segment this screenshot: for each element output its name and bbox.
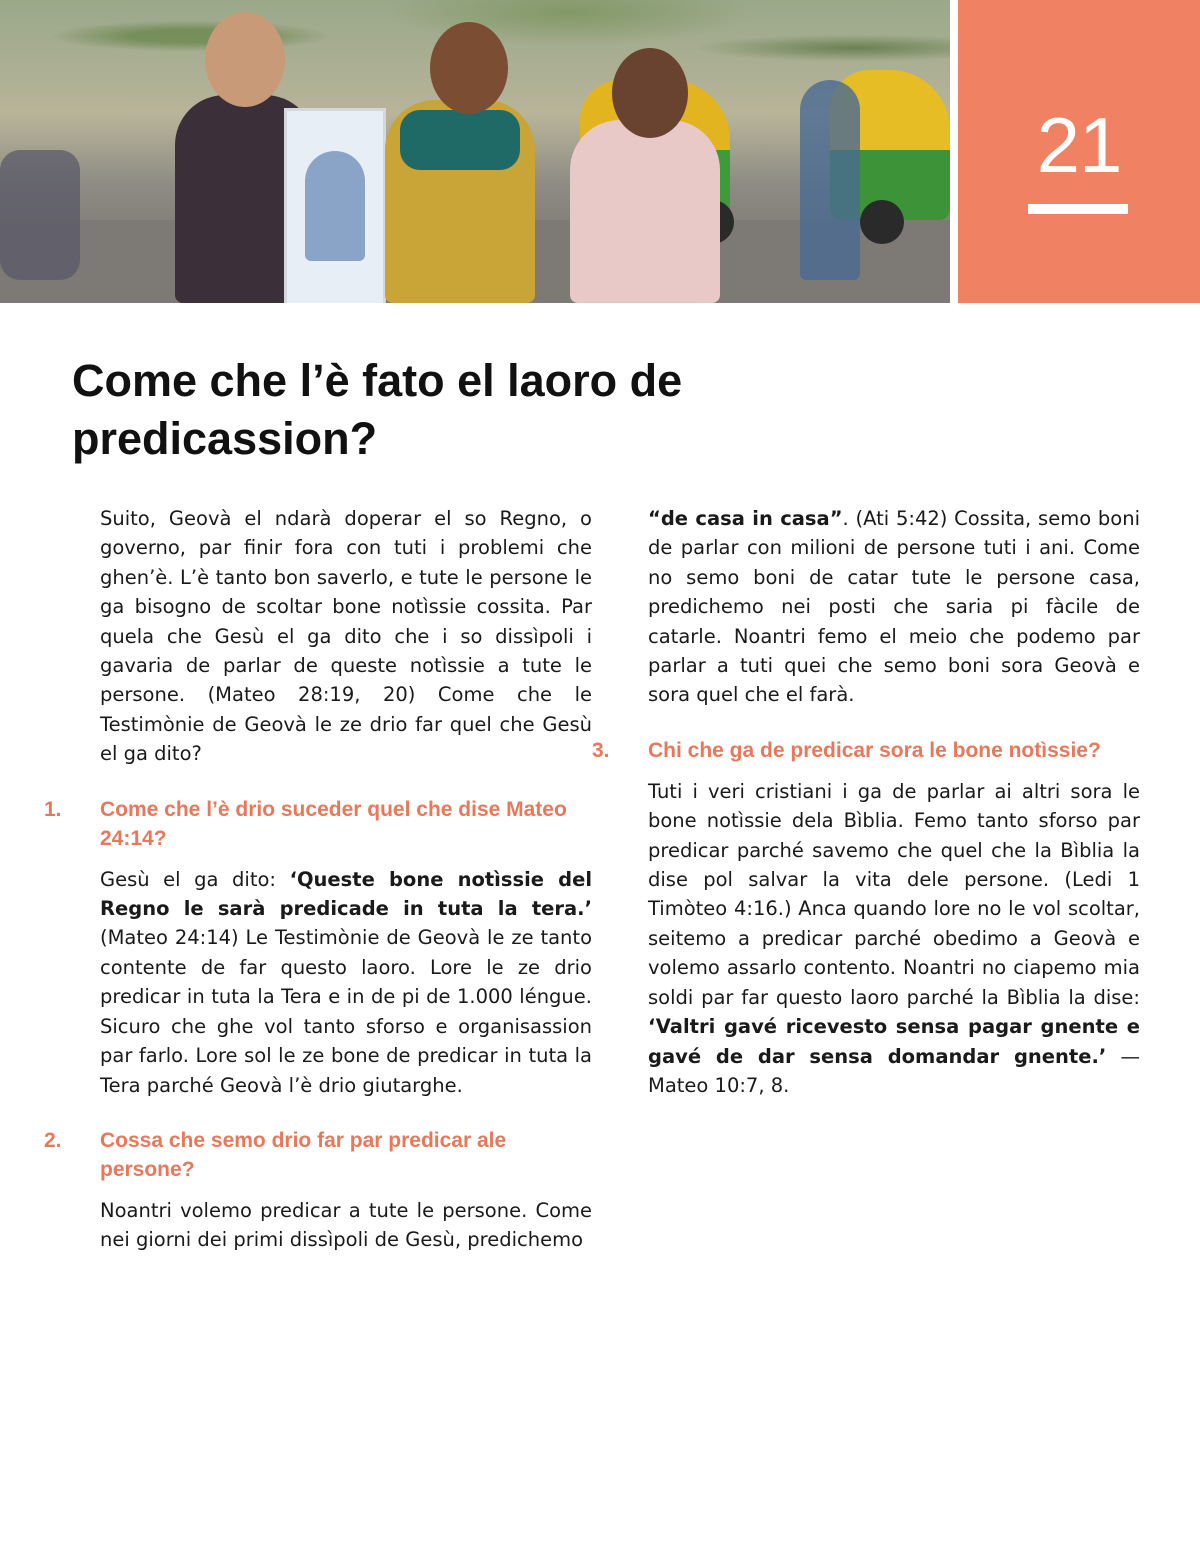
answer-3-text-before: Tuti i veri cristiani i ga de parlar ai altri sora le bone notìssie dela Bìblia. Femo tanto sforso par predicar parché savemo che quel che la Bìblia la dise pol salvar la vita dele persone. (Ledi 1 Timòteo 4:16.) Anca quando lore no le vol scoltar, seitemo a predicar parché obedimo a Geovà e volemo assarlo contento. Noantri no ciapemo mia soldi par far questo laoro parché la Bìblia la dise: [648, 779, 1140, 1009]
chapter-number: 21 [1036, 101, 1122, 189]
photo-woman-left-head [205, 12, 285, 107]
left-column [44, 504, 592, 1255]
page-title: Come che l’è fato el laoro de predicassion? [72, 355, 683, 464]
photo-woman-center-scarf [400, 110, 520, 170]
photo-man-right-body [570, 120, 720, 303]
right-column [592, 504, 1141, 1100]
answer-2-paragraph-start [100, 1196, 592, 1255]
answer-1-text-before: Gesù el ga dito: [100, 867, 290, 891]
answer-3-text-after: — Mateo 10:7, 8. [648, 1044, 1141, 1097]
answer-2-bold-quote: “de casa in casa” [648, 507, 843, 530]
answer-3-bold-quote: ‘Valtri gavé ricevesto sensa pagar gnente e gavé de dar sensa domandar gnente.’ [648, 1015, 1140, 1068]
answer-2-paragraph-continued [648, 504, 1140, 710]
answer-1-text-after: (Mateo 24:14) Le Testimònie de Geovà le ze tanto contente de far questo laoro. Lore le ze drio predicar in tuta la Tera e in de pi de 1.000 léngue. Sicuro che ghe vol tanto sforso e organisassion par farlo. Lore sol le ze bone de predicar in tuta la Tera parché Geovà l’è drio giutarghe. [100, 926, 592, 1097]
answer-2-text-before: Noantri volemo predicar a tute le persone. Come nei giorni dei primi dissìpoli de Gesù, predichemo [100, 1198, 592, 1252]
question-2-text: Cossa che semo drio far par predicar ale persone? [100, 1128, 507, 1181]
photo-man-right-head [612, 48, 688, 138]
intro-paragraph: Suito, Geovà el ndarà doperar el so Regno, o governo, par finir fora con tuti i problemi che ghen’è. L’è tanto bon saverlo, e tute le persone le ga bisogno de scoltar bone notìssie cossita. Par quela che Gesù el ga dito che i so dissìpoli i gavaria de parlar de queste notìssie a tute le persone. (Mateo 28:19, 20) Come che le Testimònie de Geovà le ze drio far quel che Gesù el ga dito? [100, 507, 592, 766]
photo-wheel [860, 200, 904, 244]
question-3-number: 3. [592, 738, 610, 762]
question-1-number: 1. [44, 797, 62, 821]
chapter-tab [958, 0, 1200, 303]
question-1-text: Come che l’è drio suceder quel che dise Mateo 24:14? [100, 797, 567, 850]
question-3 [592, 736, 1140, 765]
question-3-text: Chi che ga de predicar sora le bone notìssie? [648, 738, 1101, 762]
photo-display-figure [305, 151, 365, 261]
photo-woman-center-head [430, 22, 508, 114]
answer-1-bold-quote: ‘Queste bone notìssie del Regno le sarà predicade in tuta la tera.’ [100, 867, 592, 921]
photo-literature-display [284, 108, 386, 303]
answer-2-text-after: . (Ati 5:42) Cossita, semo boni de parlar con milioni de persone tuti i ani. Come no semo boni de catar tute le persone casa, predichemo nei posti che saria pi fàcile de catarle. Noantri femo el meio che podemo par parlar a tuti quei che semo boni sora Geovà e sora quel che el farà. [648, 507, 1141, 707]
photo-passerby [800, 80, 860, 280]
photo-motorbike [0, 150, 80, 280]
question-2-number: 2. [44, 1128, 62, 1152]
question-2 [44, 1126, 592, 1184]
chapter-underline [1028, 204, 1128, 214]
question-1 [44, 795, 592, 853]
answer-1-paragraph [100, 865, 592, 1100]
answer-3-paragraph [648, 777, 1140, 1100]
header-photo [0, 0, 950, 303]
